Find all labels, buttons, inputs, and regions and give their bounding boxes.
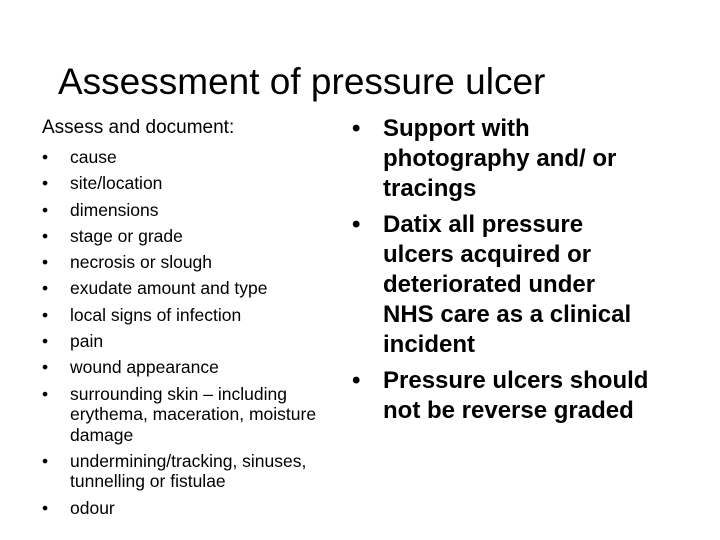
list-item <box>42 357 352 378</box>
list-item-text: site/location <box>70 173 163 194</box>
right-column <box>352 114 652 432</box>
bullet-icon: • <box>42 225 49 246</box>
guidance-item-text: Support with photography and/ or tracings <box>383 115 617 202</box>
list-item <box>42 147 352 168</box>
list-item-text: pain <box>70 331 104 352</box>
list-item <box>42 278 352 299</box>
list-item <box>42 226 352 247</box>
list-item-text: dimensions <box>70 199 159 220</box>
bullet-icon: • <box>42 357 49 378</box>
list-item <box>42 173 352 194</box>
bullet-icon: • <box>42 147 49 167</box>
guidance-item <box>352 366 652 426</box>
guidance-item <box>352 210 652 360</box>
list-item <box>42 200 352 221</box>
list-item-text: stage or grade <box>70 225 183 246</box>
list-item-text: wound appearance <box>70 357 219 378</box>
bullet-icon: • <box>42 199 49 220</box>
bullet-icon: • <box>42 278 49 299</box>
bullet-icon: • <box>42 304 49 325</box>
list-item <box>42 331 352 352</box>
bullet-icon: • <box>42 252 49 273</box>
list-item-text: cause <box>70 147 117 167</box>
bullet-icon: • <box>352 115 361 142</box>
list-item-text: local signs of infection <box>70 304 242 325</box>
list-item <box>42 384 352 446</box>
assess-heading: Assess and document: <box>42 117 235 138</box>
list-item <box>42 451 352 492</box>
list-item <box>42 305 352 326</box>
list-item <box>42 252 352 273</box>
guidance-item <box>352 114 652 204</box>
slide-title: Assessment of pressure ulcer <box>58 61 546 102</box>
bullet-icon: • <box>42 331 49 352</box>
bullet-icon: • <box>42 450 49 471</box>
guidance-list <box>352 114 652 426</box>
list-item <box>42 498 352 519</box>
guidance-item-text: Datix all pressure ulcers acquired or deteriorated under NHS care as a clinical incident <box>383 211 632 358</box>
bullet-icon: • <box>42 497 49 518</box>
bullet-icon: • <box>352 367 361 394</box>
bullet-icon: • <box>42 383 49 404</box>
left-column <box>42 116 352 524</box>
guidance-item-text: Pressure ulcers should not be reverse graded <box>383 367 649 424</box>
list-item-text: surrounding skin – including erythema, maceration, moisture damage <box>70 383 317 445</box>
list-item-text: undermining/tracking, sinuses, tunnelling or fistulae <box>70 450 307 492</box>
list-item-text: exudate amount and type <box>70 278 268 299</box>
bullet-icon: • <box>42 173 49 194</box>
list-item-text: odour <box>70 497 115 518</box>
assessment-list <box>42 147 352 518</box>
list-item-text: necrosis or slough <box>70 252 213 273</box>
bullet-icon: • <box>352 211 361 238</box>
